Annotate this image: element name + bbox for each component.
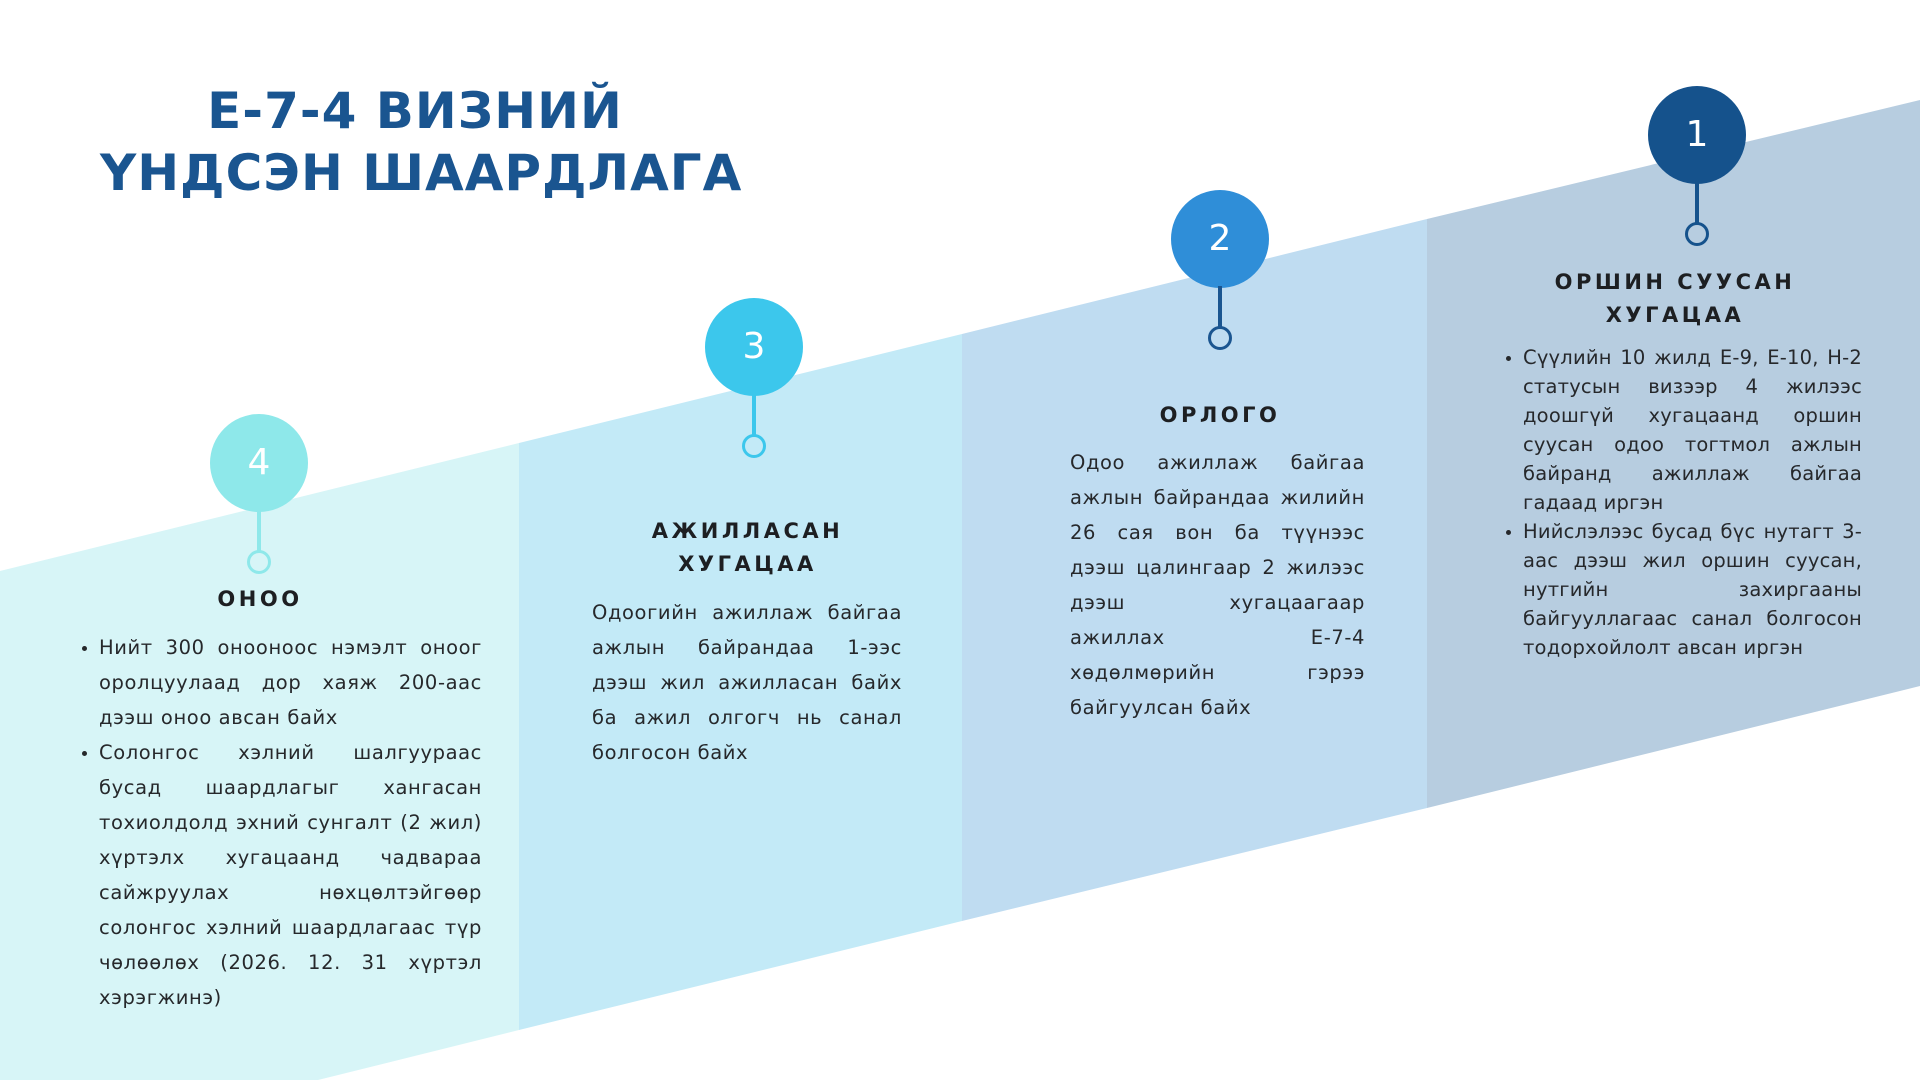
step-3-marker <box>705 298 803 458</box>
step-1-dot <box>1685 222 1709 246</box>
step-3-heading-line-2: ХУГАЦАА <box>678 552 817 576</box>
step-3-circle: 3 <box>705 298 803 396</box>
step-2-circle: 2 <box>1171 190 1269 288</box>
step-2-stem <box>1218 286 1222 328</box>
step-4-bullet-1: • Нийт 300 онооноос нэмэлт оноог оролцуулаад дор хаяж 200-аас дээш оноо авсан байх <box>99 630 482 735</box>
step-4-bullet-2: • Солонгос хэлний шалгуураас бусад шаардлагыг хангасан тохиолдолд эхний сунгалт (2 жил) хүртэлх хугацаанд чадвараа сайжруулах нөхцөлтэйгөөр солонгос хэлний шаардлагаас түр чөлөөлөх (2026. 12. 31 хүртэл хэрэгжинэ) <box>99 735 482 1015</box>
step-4-stem <box>257 510 261 552</box>
step-1-circle: 1 <box>1648 86 1746 184</box>
title-line-2: ҮНДСЭН ШААРДЛАГА <box>100 144 743 202</box>
step-4-heading <box>160 583 360 616</box>
step-1-bullet-1: • Сүүлийн 10 жилд Е-9, Е-10, Н-2 статусын визээр 4 жилээс доошгүй хугацаанд оршин суусан одоо тогтмол ажлын байранд ажиллаж байгаа гадаад иргэн <box>1523 343 1862 517</box>
step-2-dot <box>1208 326 1232 350</box>
step-2-marker <box>1171 190 1269 350</box>
step-1-heading <box>1530 266 1820 332</box>
step-3-heading <box>610 515 885 581</box>
step-1-heading-line-2: ХУГАЦАА <box>1605 303 1745 327</box>
step-1-stem <box>1695 182 1699 224</box>
step-1-marker <box>1648 86 1746 246</box>
step-1-bullet-2: • Нийслэлээс бусад бүс нутагт 3-аас дээш жил оршин суусан, нутгийн захиргааны байгууллагаас санал болгосон тодорхойлолт авсан иргэн <box>1523 517 1862 662</box>
step-1-list <box>1498 343 1862 662</box>
step-4-heading-line-1: ОНОО <box>217 587 303 611</box>
step-3-dot <box>742 434 766 458</box>
step-2-text: Одоо ажиллаж байгаа ажлын байрандаа жилийн 26 сая вон ба түүнээс дээш цалингаар 2 жилээс дээш хугацаагаар ажиллах Е-7-4 хөдөлмөрийн гэрээ байгуулсан байх <box>1070 451 1365 719</box>
step-2-heading <box>1100 399 1340 432</box>
step-4-list <box>74 630 482 1015</box>
page-title <box>100 80 743 204</box>
step-3-heading-line-1: АЖИЛЛАСАН <box>651 519 844 543</box>
step-3-stem <box>752 394 756 436</box>
title-line-1: Е-7-4 ВИЗНИЙ <box>207 82 623 140</box>
step-4-marker <box>210 414 308 574</box>
step-2-heading-line-1: ОРЛОГО <box>1159 403 1281 427</box>
step-3-text: Одоогийн ажиллаж байгаа ажлын байрандаа 1-ээс дээш жил ажилласан байх ба ажил олгогч нь санал болгосон байх <box>592 601 902 764</box>
step-4-circle: 4 <box>210 414 308 512</box>
step-4-dot <box>247 550 271 574</box>
step-1-heading-line-1: ОРШИН СУУСАН <box>1554 270 1796 294</box>
